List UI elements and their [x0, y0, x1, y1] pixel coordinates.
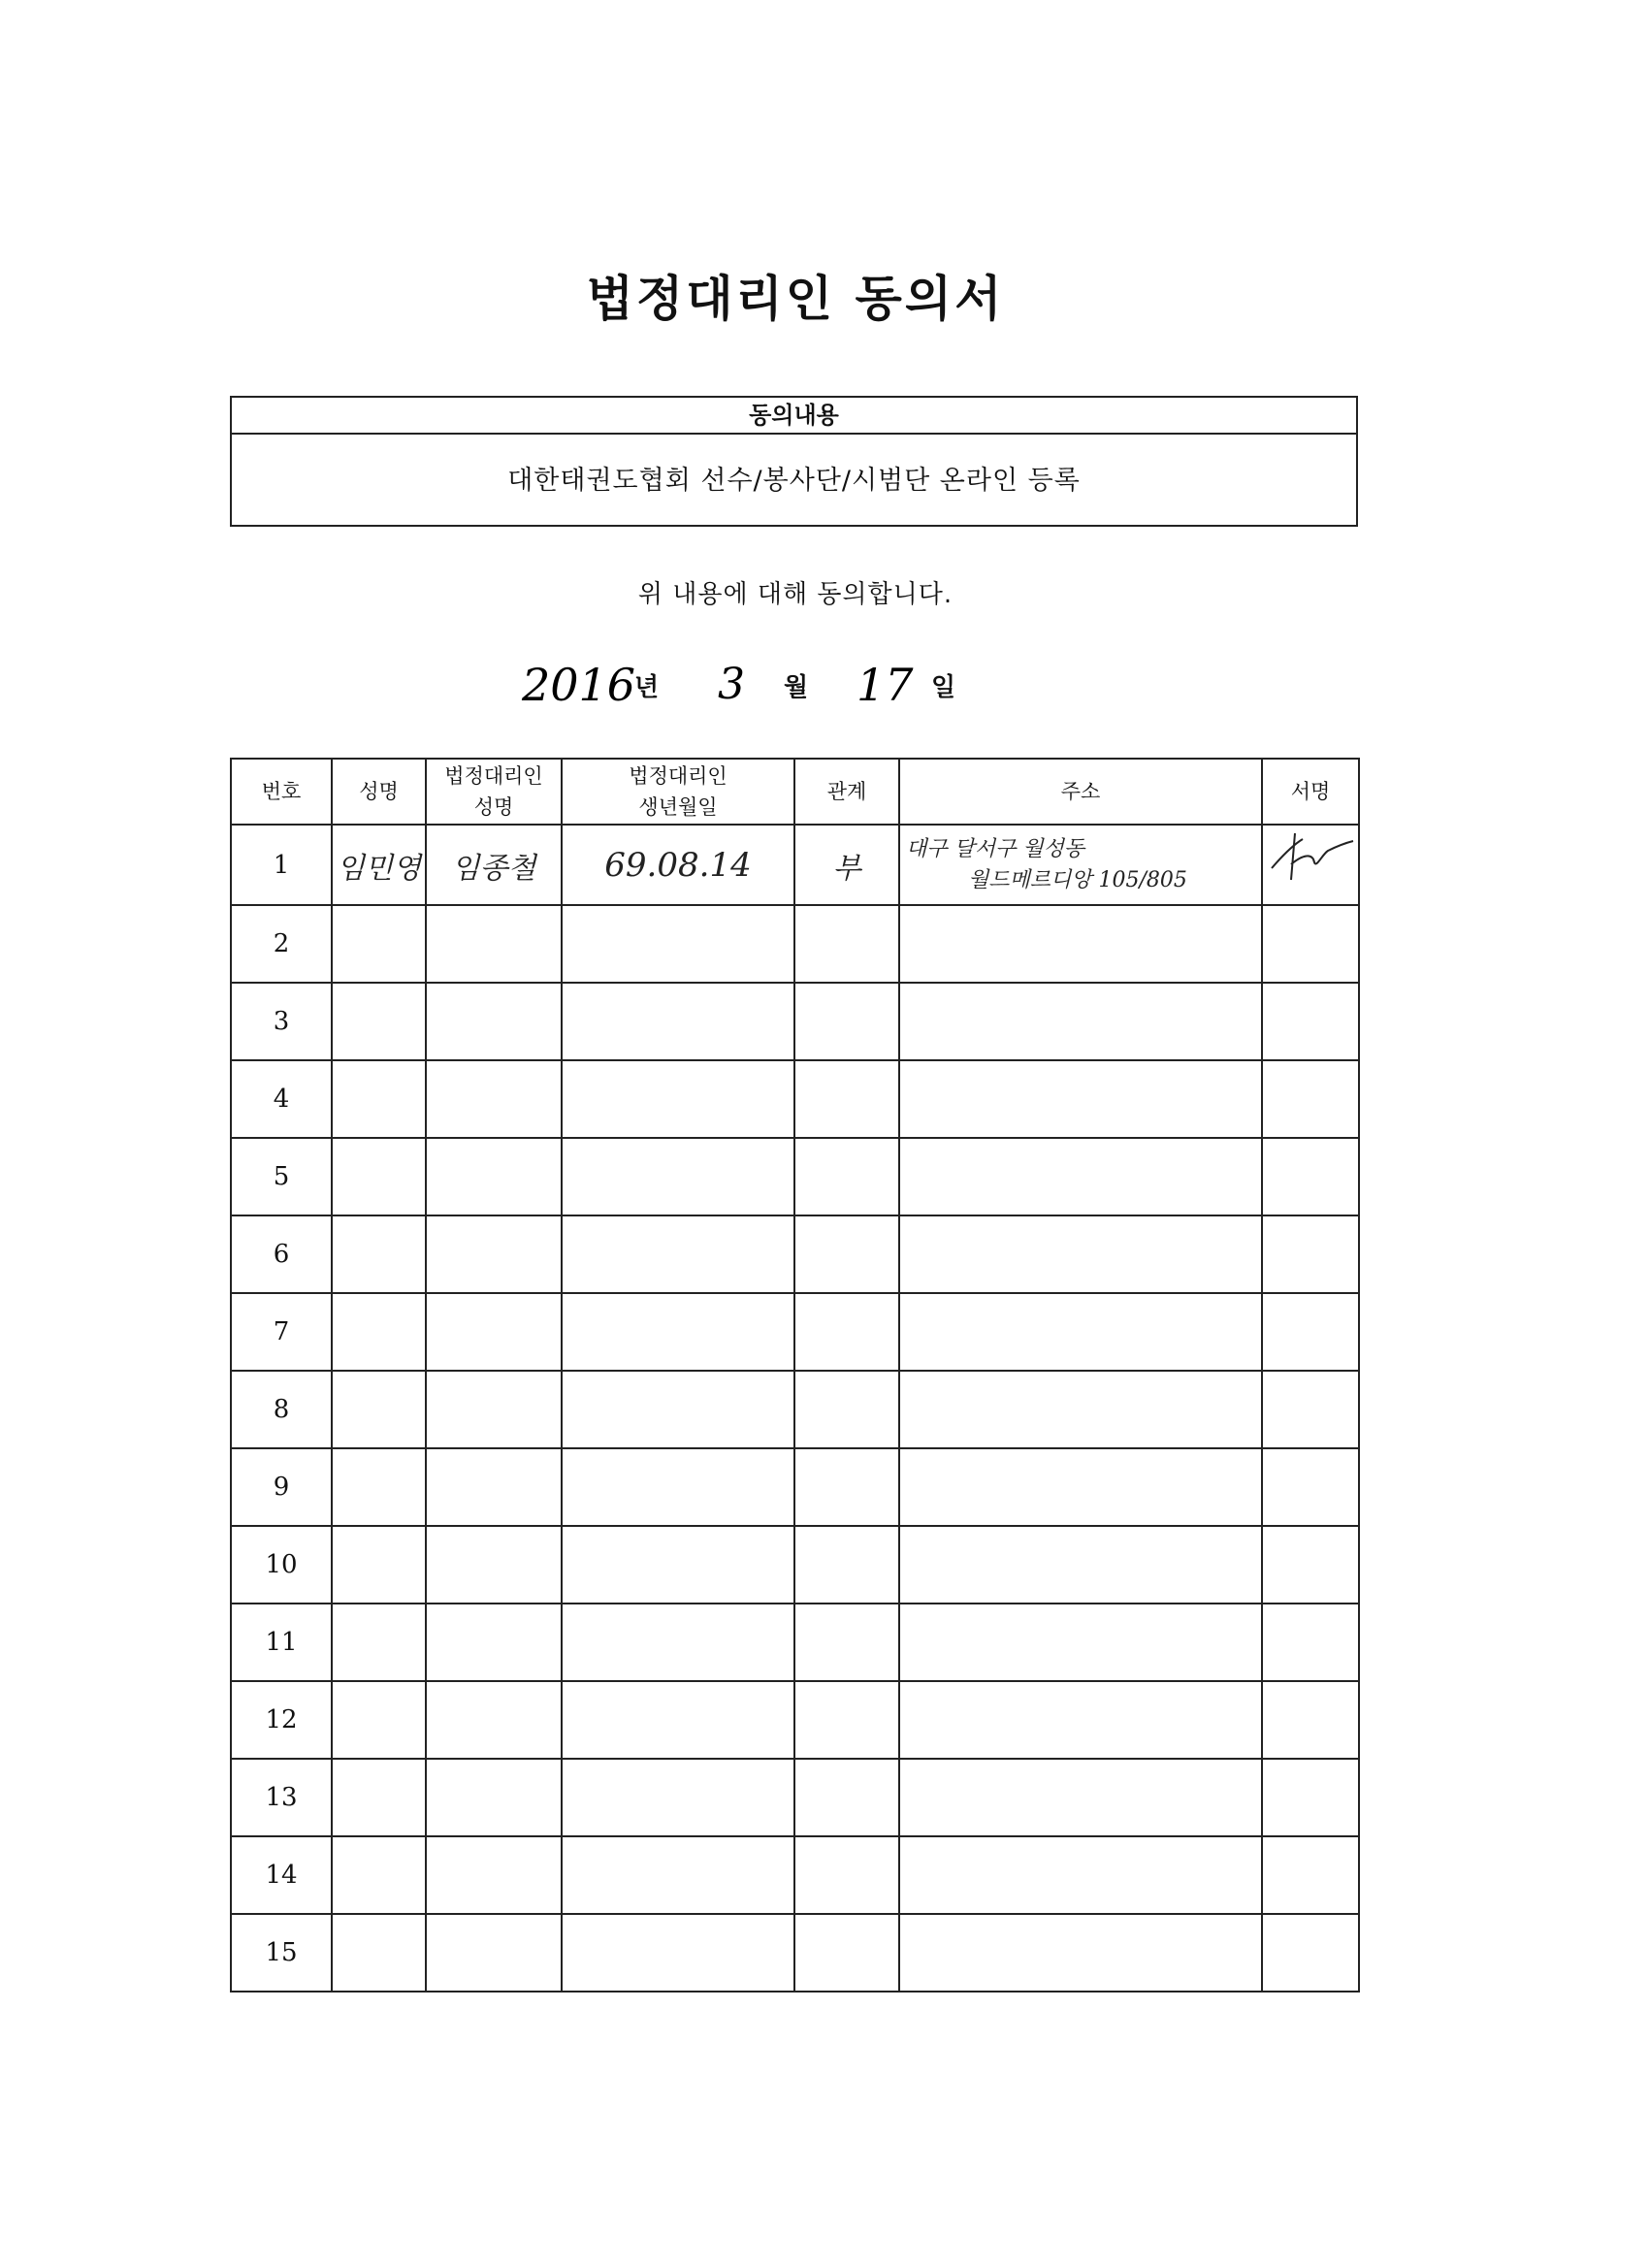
cell-signature	[1262, 1060, 1359, 1138]
cell-address	[899, 1215, 1262, 1293]
cell-birth	[562, 1604, 794, 1681]
cell-signature	[1262, 1293, 1359, 1371]
cell-relation	[794, 1060, 899, 1138]
cell-address	[899, 1138, 1262, 1215]
cell-address	[899, 1371, 1262, 1448]
cell-birth	[562, 1914, 794, 1992]
cell-guardian	[426, 983, 562, 1060]
cell-no: 2	[231, 905, 332, 983]
cell-name	[332, 1681, 426, 1759]
table-row	[231, 905, 1359, 983]
header-name: 성명	[332, 759, 426, 825]
cell-no: 7	[231, 1293, 332, 1371]
cell-no: 9	[231, 1448, 332, 1526]
cell-no: 3	[231, 983, 332, 1060]
table-row	[231, 1914, 1359, 1992]
cell-relation	[794, 905, 899, 983]
cell-no: 10	[231, 1526, 332, 1604]
cell-signature	[1262, 1681, 1359, 1759]
cell-no: 5	[231, 1138, 332, 1215]
table-row	[231, 1060, 1359, 1138]
cell-address	[899, 1293, 1262, 1371]
header-signature: 서명	[1262, 759, 1359, 825]
cell-no: 8	[231, 1371, 332, 1448]
cell-relation: 부	[794, 825, 899, 905]
cell-name	[332, 905, 426, 983]
cell-guardian	[426, 1215, 562, 1293]
cell-no: 15	[231, 1914, 332, 1992]
cell-relation	[794, 1681, 899, 1759]
cell-relation	[794, 983, 899, 1060]
cell-no: 12	[231, 1681, 332, 1759]
cell-no: 6	[231, 1215, 332, 1293]
cell-guardian	[426, 1526, 562, 1604]
cell-guardian	[426, 1759, 562, 1836]
header-guardian-name: 법정대리인 성명	[426, 759, 562, 825]
cell-relation	[794, 1836, 899, 1914]
cell-no: 14	[231, 1836, 332, 1914]
cell-no: 13	[231, 1759, 332, 1836]
cell-address	[899, 1836, 1262, 1914]
cell-address	[899, 1759, 1262, 1836]
cell-signature	[1262, 1759, 1359, 1836]
consent-header: 동의내용	[232, 398, 1356, 435]
document-title: 법정대리인 동의서	[586, 271, 1005, 327]
cell-guardian	[426, 1836, 562, 1914]
cell-relation	[794, 1604, 899, 1681]
cell-name	[332, 1759, 426, 1836]
cell-no: 1	[231, 825, 332, 905]
cell-name	[332, 1836, 426, 1914]
address-line-2: 월드메르디앙 105/805	[968, 867, 1187, 892]
cell-birth	[562, 1681, 794, 1759]
cell-address	[899, 1681, 1262, 1759]
cell-signature	[1262, 1448, 1359, 1526]
table-row	[231, 1215, 1359, 1293]
cell-signature	[1262, 1371, 1359, 1448]
cell-address	[899, 1060, 1262, 1138]
table-header-row	[231, 759, 1359, 825]
cell-name	[332, 1526, 426, 1604]
cell-birth	[562, 1836, 794, 1914]
agree-statement: 위 내용에 대해 동의합니다.	[637, 580, 954, 609]
table-row	[231, 1293, 1359, 1371]
cell-guardian	[426, 1138, 562, 1215]
cell-no: 11	[231, 1604, 332, 1681]
cell-signature	[1262, 1836, 1359, 1914]
cell-guardian: 임종철	[426, 825, 562, 905]
cell-relation	[794, 1293, 899, 1371]
cell-birth	[562, 905, 794, 983]
cell-name	[332, 1914, 426, 1992]
handwritten-month	[708, 650, 766, 718]
cell-guardian	[426, 1060, 562, 1138]
cell-name	[332, 1604, 426, 1681]
cell-relation	[794, 1914, 899, 1992]
handwritten-day	[849, 650, 936, 718]
table-row	[231, 1681, 1359, 1759]
cell-no: 4	[231, 1060, 332, 1138]
signature-scribble	[1264, 826, 1357, 897]
table-row	[231, 1604, 1359, 1681]
cell-name	[332, 1138, 426, 1215]
cell-birth	[562, 1215, 794, 1293]
cell-address	[899, 983, 1262, 1060]
cell-birth	[562, 1060, 794, 1138]
cell-birth	[562, 1448, 794, 1526]
cell-signature	[1262, 983, 1359, 1060]
cell-relation	[794, 1759, 899, 1836]
cell-birth	[562, 983, 794, 1060]
header-relation: 관계	[794, 759, 899, 825]
cell-birth	[562, 1138, 794, 1215]
cell-birth: 69.08.14	[562, 825, 794, 905]
cell-name	[332, 1448, 426, 1526]
cell-address	[899, 1914, 1262, 1992]
consent-body: 대한태권도협회 선수/봉사단/시범단 온라인 등록	[507, 466, 1081, 496]
cell-address	[899, 1604, 1262, 1681]
year-label: 년	[634, 673, 660, 702]
header-number: 번호	[231, 759, 332, 825]
cell-signature	[1262, 1604, 1359, 1681]
cell-birth	[562, 1526, 794, 1604]
cell-birth	[562, 1759, 794, 1836]
table-row	[231, 1138, 1359, 1215]
cell-name	[332, 1060, 426, 1138]
cell-signature	[1262, 1215, 1359, 1293]
month-label: 월	[784, 673, 809, 702]
header-address: 주소	[899, 759, 1262, 825]
cell-name	[332, 983, 426, 1060]
cell-relation	[794, 1448, 899, 1526]
cell-name	[332, 1371, 426, 1448]
table-row	[231, 1759, 1359, 1836]
cell-guardian	[426, 905, 562, 983]
svg-text:2016: 2016	[522, 659, 636, 711]
cell-relation	[794, 1371, 899, 1448]
handwritten-year	[514, 650, 636, 718]
cell-guardian	[426, 1293, 562, 1371]
cell-guardian	[426, 1604, 562, 1681]
cell-guardian	[426, 1448, 562, 1526]
cell-birth	[562, 1293, 794, 1371]
table-row	[231, 983, 1359, 1060]
cell-relation	[794, 1215, 899, 1293]
cell-name	[332, 1293, 426, 1371]
cell-address	[899, 1448, 1262, 1526]
cell-signature	[1262, 825, 1359, 905]
guardian-table	[230, 758, 1360, 1993]
cell-relation	[794, 1138, 899, 1215]
day-label: 일	[931, 673, 956, 702]
table-row	[231, 825, 1359, 905]
cell-name	[332, 1215, 426, 1293]
signature-stroke	[1272, 833, 1353, 880]
consent-box	[230, 396, 1358, 527]
cell-address	[899, 905, 1262, 983]
cell-name: 임민영	[332, 825, 426, 905]
cell-signature	[1262, 1138, 1359, 1215]
table-row	[231, 1836, 1359, 1914]
cell-address	[899, 1526, 1262, 1604]
cell-birth	[562, 1371, 794, 1448]
cell-guardian	[426, 1914, 562, 1992]
header-guardian-birthdate: 법정대리인 생년월일	[562, 759, 794, 825]
table-row	[231, 1526, 1359, 1604]
table-row	[231, 1448, 1359, 1526]
cell-relation	[794, 1526, 899, 1604]
cell-guardian	[426, 1371, 562, 1448]
address-line-1: 대구 달서구 월성동	[906, 836, 1085, 861]
cell-signature	[1262, 1914, 1359, 1992]
cell-address	[899, 825, 1262, 905]
cell-guardian	[426, 1681, 562, 1759]
svg-text:17: 17	[857, 659, 914, 711]
cell-signature	[1262, 1526, 1359, 1604]
svg-text:3: 3	[718, 660, 745, 709]
table-row	[231, 1371, 1359, 1448]
cell-signature	[1262, 905, 1359, 983]
